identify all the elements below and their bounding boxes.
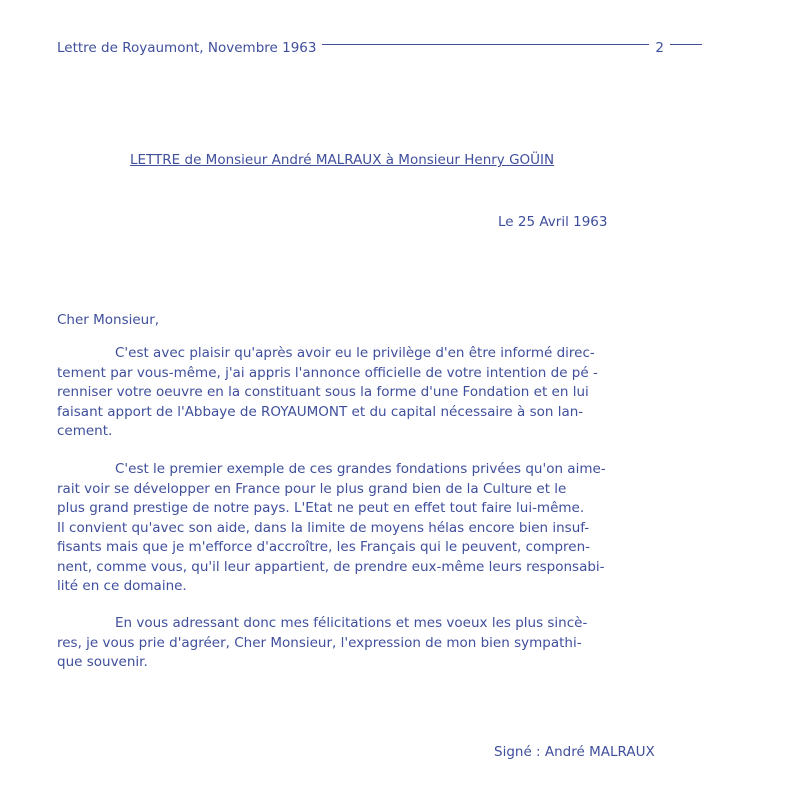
paragraph-line: faisant apport de l'Abbaye de ROYAUMONT et du capital nécessaire à son lan- [57, 403, 584, 420]
header-rule [322, 44, 649, 45]
paragraph-2 [57, 460, 606, 597]
paragraph-line: tement par vous-même, j'ai appris l'annonce officielle de votre intention de pé - [57, 364, 598, 381]
paragraph-line: cement. [57, 423, 113, 439]
paragraph-line: C'est le premier exemple de ces grandes fondations privées qu'on aime- [115, 461, 606, 477]
paragraph-line: que souvenir. [57, 654, 148, 670]
paragraph-line: nent, comme vous, qu'il leur appartient, de prendre eux-même leurs responsabi- [57, 558, 605, 575]
header-text: Lettre de Royaumont, Novembre 1963 [57, 40, 317, 56]
paragraph-line: fisants mais que je m'efforce d'accroître, les Français qui le peuvent, compren- [57, 539, 591, 555]
paragraph-line: res, je vous prie d'agréer, Cher Monsieur, l'expression de mon bien sympathi- [57, 634, 582, 651]
salutation: Cher Monsieur, [57, 312, 160, 328]
header-rule-end [670, 44, 702, 45]
page-number: 2 [655, 40, 664, 56]
paragraph-line: En vous adressant donc mes félicitations et mes voeux les plus sincè- [115, 615, 588, 631]
paragraph-line: Il convient qu'avec son aide, dans la limite de moyens hélas encore bien insuf- [57, 519, 590, 536]
paragraph-line: rait voir se développer en France pour le plus grand bien de la Culture et le [57, 480, 567, 497]
paragraph-line: C'est avec plaisir qu'après avoir eu le privilège d'en être informé direc- [115, 345, 595, 361]
paragraph-line: lité en ce domaine. [57, 578, 187, 594]
letter-title: LETTRE de Monsieur André MALRAUX à Monsieur Henry GOÜIN [130, 152, 555, 168]
paragraph-3 [57, 614, 587, 673]
paragraph-line: renniser votre oeuvre en la constituant sous la forme d'une Fondation et en lui [57, 384, 589, 400]
letter-date: Le 25 Avril 1963 [498, 214, 608, 230]
signature: Signé : André MALRAUX [494, 744, 655, 760]
page-header [57, 40, 702, 56]
paragraph-line: plus grand prestige de notre pays. L'Etat ne peut en effet tout faire lui-même. [57, 500, 585, 516]
paragraph-1 [57, 344, 598, 442]
